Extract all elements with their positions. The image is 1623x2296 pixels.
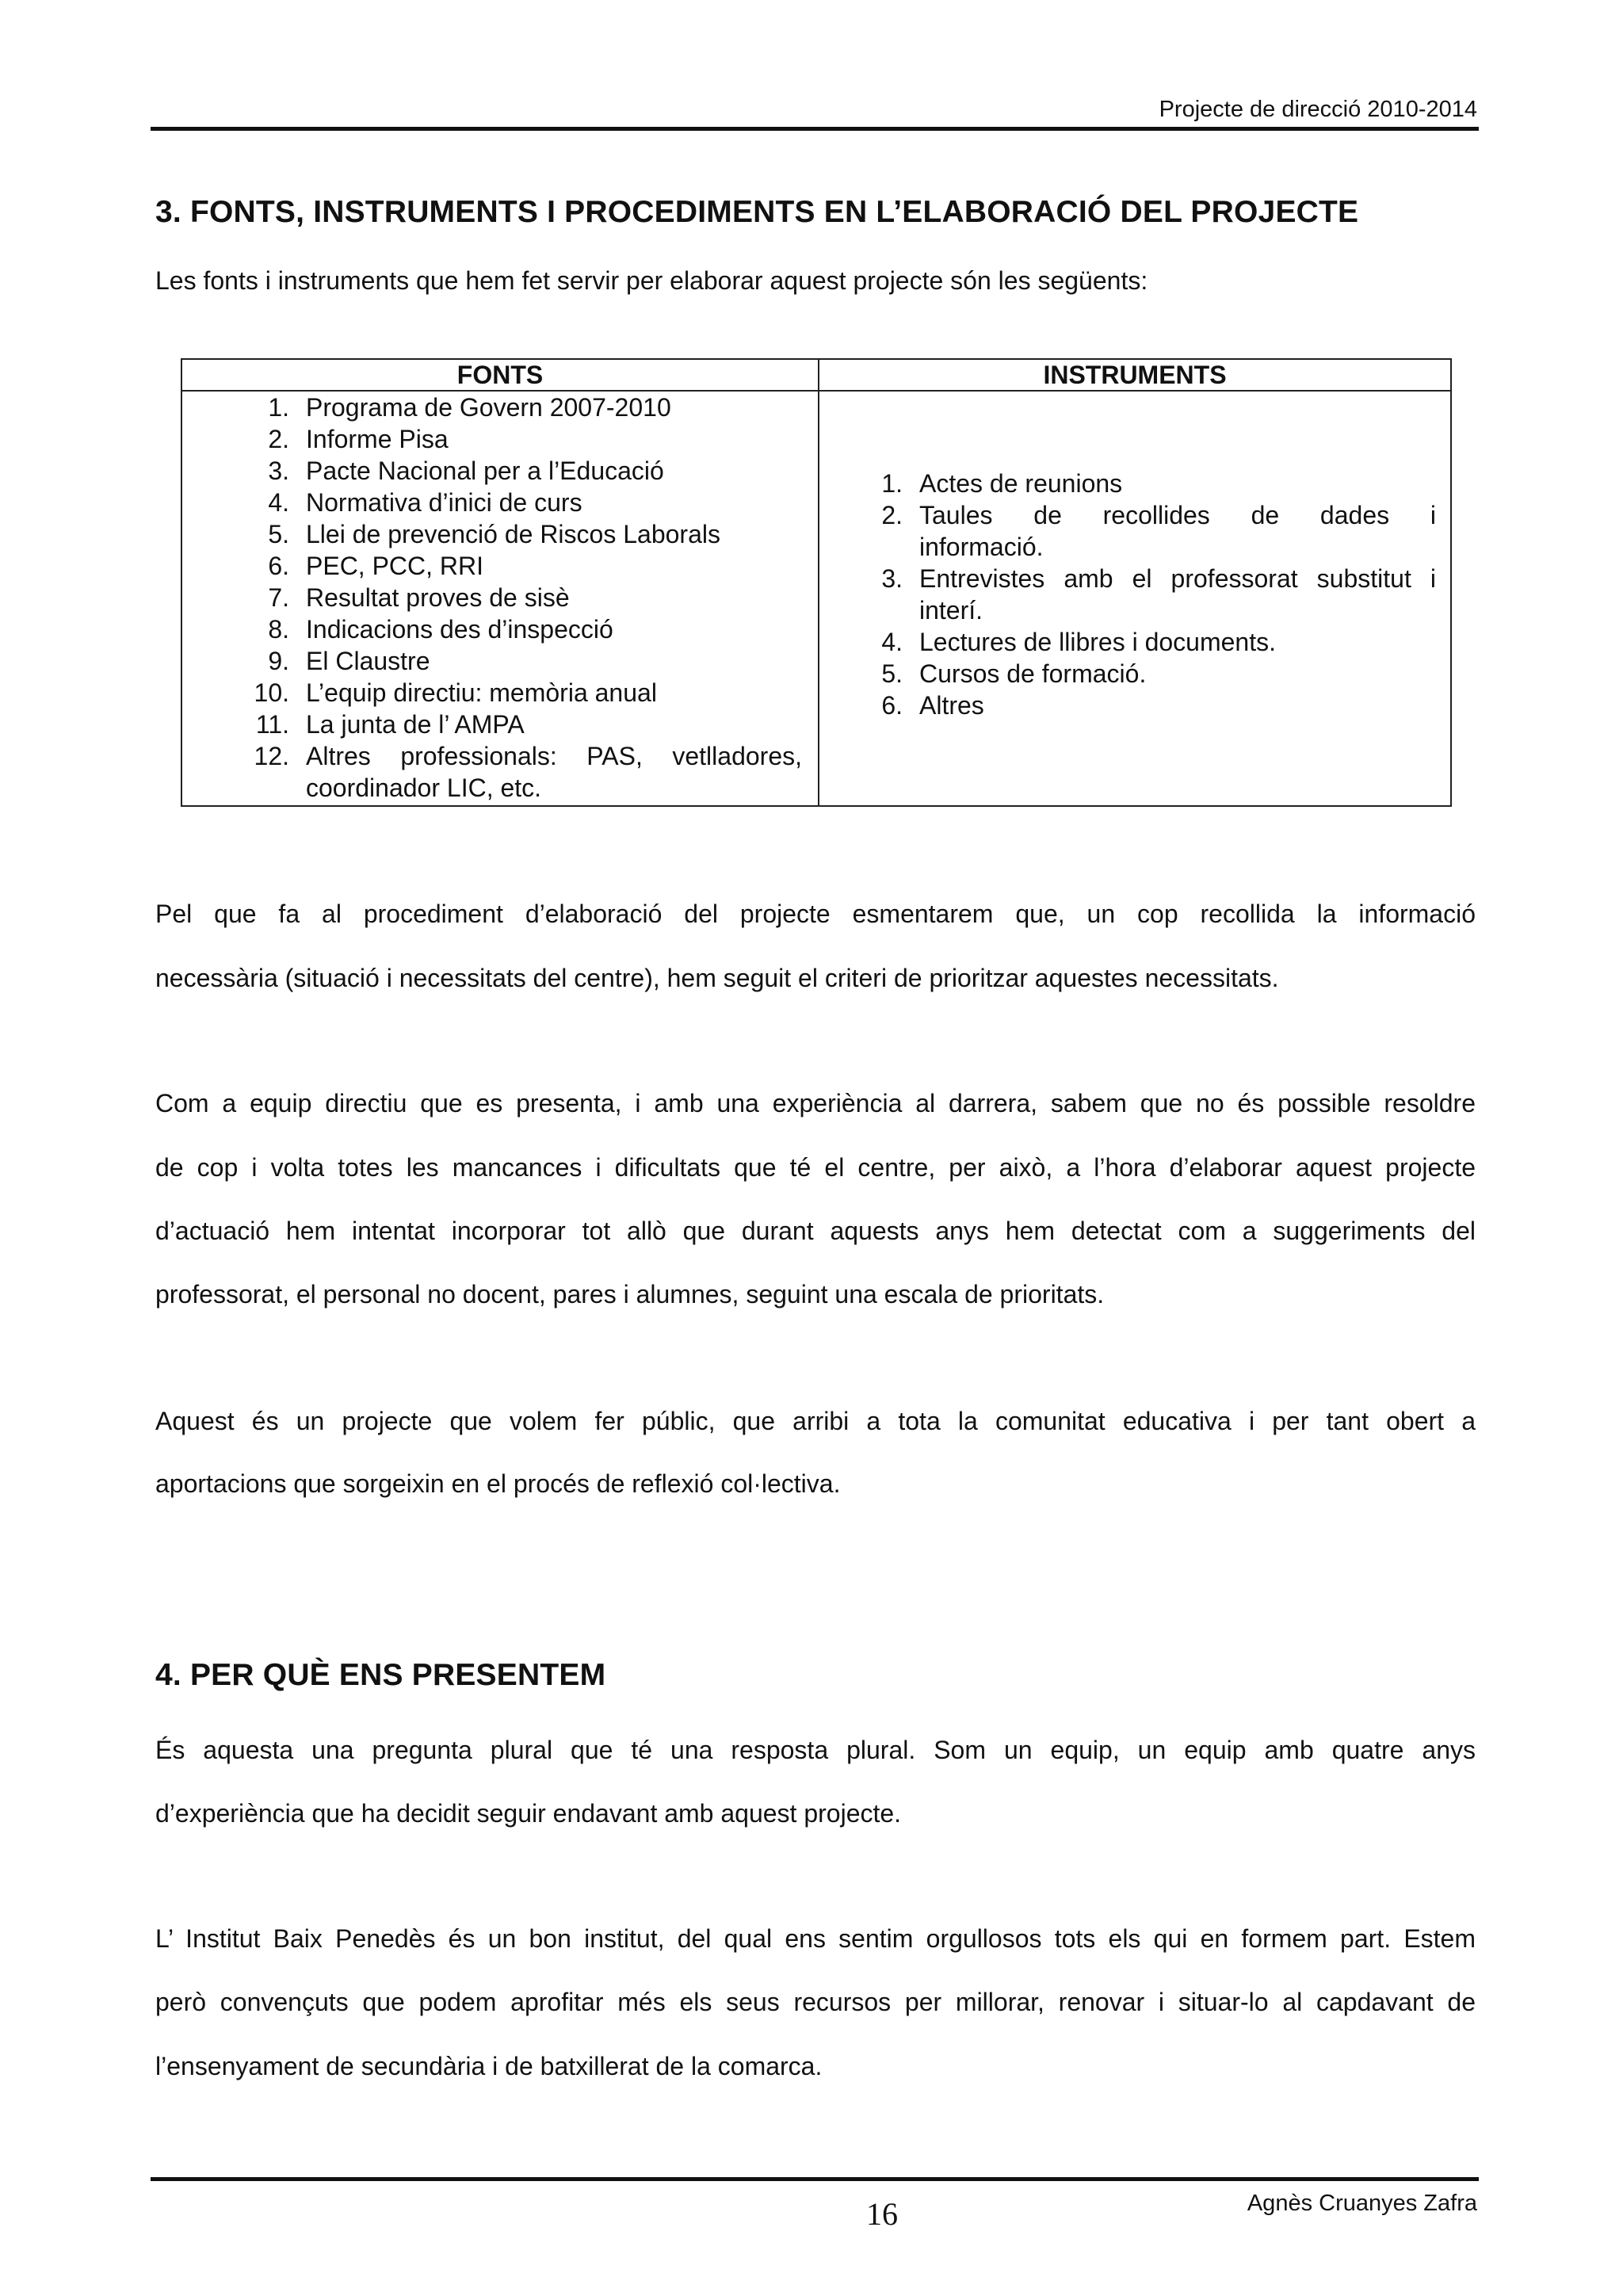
list-item: 1. Actes de reunions [881,469,1123,498]
list-item: 2. Taules de recollides de dades i informació. [881,501,1436,561]
list-item: 3. Pacte Nacional per a l’Educació [268,457,664,485]
fonts-cell [181,391,819,806]
section-4-heading: 4. PER QUÈ ENS PRESENTEM [155,1658,606,1692]
paragraph-public-line-1: Aquest és un projecte que volem fer públic, que arribi a tota la comunitat educativa i per tant obert a [155,1407,1476,1435]
paragraph-team-line-4: professorat, el personal no docent, pares i alumnes, seguint una escala de prioritats. [155,1280,1105,1308]
section-3-intro: Les fonts i instruments que hem fet servir per elaborar aquest projecte són les següents: [155,266,1148,295]
list-item: 6. Altres [881,691,984,720]
list-item: 11. La junta de l’ AMPA [255,710,525,739]
list-item: 6. PEC, PCC, RRI [268,552,484,580]
fonts-list [182,392,818,804]
list-item: 5. Llei de prevenció de Riscos Laborals [268,520,720,548]
list-item: 3. Entrevistes amb el professorat substitut i interí. [881,564,1436,625]
list-item: 4. Normativa d’inici de curs [268,488,582,517]
paragraph-institute-line-2: però convençuts que podem aprofitar més els seus recursos per millorar, renovar i situar-lo al capdavant de [155,1988,1476,2016]
list-item: 8. Indicacions des d’inspecció [268,615,613,644]
list-item: 7. Resultat proves de sisè [268,583,570,612]
instruments-list [819,392,1450,721]
header-rule [151,127,1479,131]
footer-rule [151,2177,1479,2181]
list-item: 10. L’equip directiu: memòria anual [254,678,657,707]
list-item: 4. Lectures de llibres i documents. [881,628,1276,656]
page-number: 16 [866,2196,898,2232]
paragraph-team-line-3: d’actuació hem intentat incorporar tot allò que durant aquests anys hem detectat com a suggeriments del [155,1217,1476,1245]
sources-instruments-table [181,358,1452,807]
paragraph-institute-line-3: l’ensenyament de secundària i de batxillerat de la comarca. [155,2052,823,2080]
col-header-instruments: INSTRUMENTS [819,359,1451,391]
paragraph-procedure-line-2: necessària (situació i necessitats del centre), hem seguit el criteri de prioritzar aquestes necessitats. [155,964,1279,992]
footer-author: Agnès Cruanyes Zafra [1247,2191,1477,2216]
list-item: 12. Altres professionals: PAS, vetlladores, coordinador LIC, etc. [254,742,802,802]
list-item: 9. El Claustre [268,647,430,675]
paragraph-institute-line-1: L’ Institut Baix Penedès és un bon institut, del qual ens sentim orgullosos tots els qui en formem part. Estem [155,1924,1476,1953]
list-item: 2. Informe Pisa [268,425,449,453]
list-item: 1. Programa de Govern 2007-2010 [268,393,671,422]
paragraph-team-line-1: Com a equip directiu que es presenta, i amb una experiència al darrera, sabem que no és possible resoldre [155,1089,1476,1117]
paragraph-public-line-2: aportacions que sorgeixin en el procés de reflexió col·lectiva. [155,1469,841,1498]
paragraph-team-line-2: de cop i volta totes les mancances i dificultats que té el centre, per això, a l’hora d’elaborar aquest projecte [155,1153,1476,1182]
section-3-heading: 3. FONTS, INSTRUMENTS I PROCEDIMENTS EN L’ELABORACIÓ DEL PROJECTE [155,195,1359,229]
list-item: 5. Cursos de formació. [881,659,1147,688]
running-header: Projecte de direcció 2010-2014 [1159,97,1477,122]
paragraph-procedure-line-1: Pel que fa al procediment d’elaboració del projecte esmentarem que, un cop recollida la informació [155,900,1476,928]
paragraph-why-line-2: d’experiència que ha decidit seguir endavant amb aquest projecte. [155,1799,902,1828]
col-header-fonts: FONTS [181,359,819,391]
instruments-cell [819,391,1451,806]
paragraph-why-line-1: És aquesta una pregunta plural que té una resposta plural. Som un equip, un equip amb quatre anys [155,1736,1476,1764]
